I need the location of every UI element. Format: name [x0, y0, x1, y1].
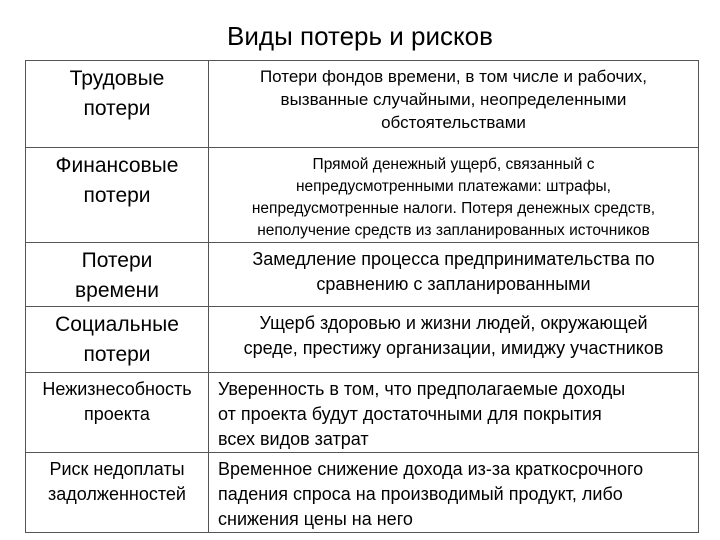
loss-type-cell [26, 148, 209, 243]
loss-description-cell [209, 148, 699, 243]
table-row [26, 373, 699, 453]
loss-description-cell [209, 243, 699, 307]
risk-type-cell [26, 373, 209, 453]
table-row [26, 307, 699, 373]
risk-description-cell [209, 453, 699, 533]
loss-type-label: Потери времени [75, 249, 159, 302]
loss-description-cell [209, 307, 699, 373]
loss-type-label: Финансовые потери [55, 154, 179, 207]
table-row [26, 61, 699, 148]
risk-description: Уверенность в том, что предполагаемые доходы от проекта будут достаточными для покрытия всех видов затрат [218, 379, 626, 449]
loss-description: Прямой денежный ущерб, связанный с непредусмотренными платежами: штрафы, непредусмотренные налоги. Потеря денежных средств, неполучение средств из запланированных источников [251, 156, 656, 239]
page-title: Виды потерь и рисков [227, 21, 493, 51]
risk-description: Временное снижение дохода из-за краткосрочного падения спроса на производимый продукт, либо снижения цены на него [218, 459, 644, 529]
table-row [26, 148, 699, 243]
loss-type-cell [26, 307, 209, 373]
risk-description-cell [209, 373, 699, 453]
loss-type-cell [26, 61, 209, 148]
risk-type-cell [26, 453, 209, 533]
risks-table [25, 60, 699, 533]
loss-description: Потери фондов времени, в том числе и рабочих, вызванные случайными, неопределенными обстоятельствами [259, 67, 648, 132]
loss-type-label: Социальные потери [55, 313, 179, 366]
loss-type-cell [26, 243, 209, 307]
loss-description-cell [209, 61, 699, 148]
loss-description: Замедление процесса предпринимательства по сравнению с запланированными [252, 249, 655, 294]
loss-type-label: Трудовые потери [69, 67, 165, 120]
loss-description: Ущерб здоровью и жизни людей, окружающей среде, престижу организации, имиджу участников [243, 313, 664, 358]
risk-type-label: Риск недоплаты задолженностей [48, 459, 186, 504]
table-row [26, 453, 699, 533]
table-row [26, 243, 699, 307]
risk-type-label: Нежизнесобность проекта [42, 379, 192, 424]
